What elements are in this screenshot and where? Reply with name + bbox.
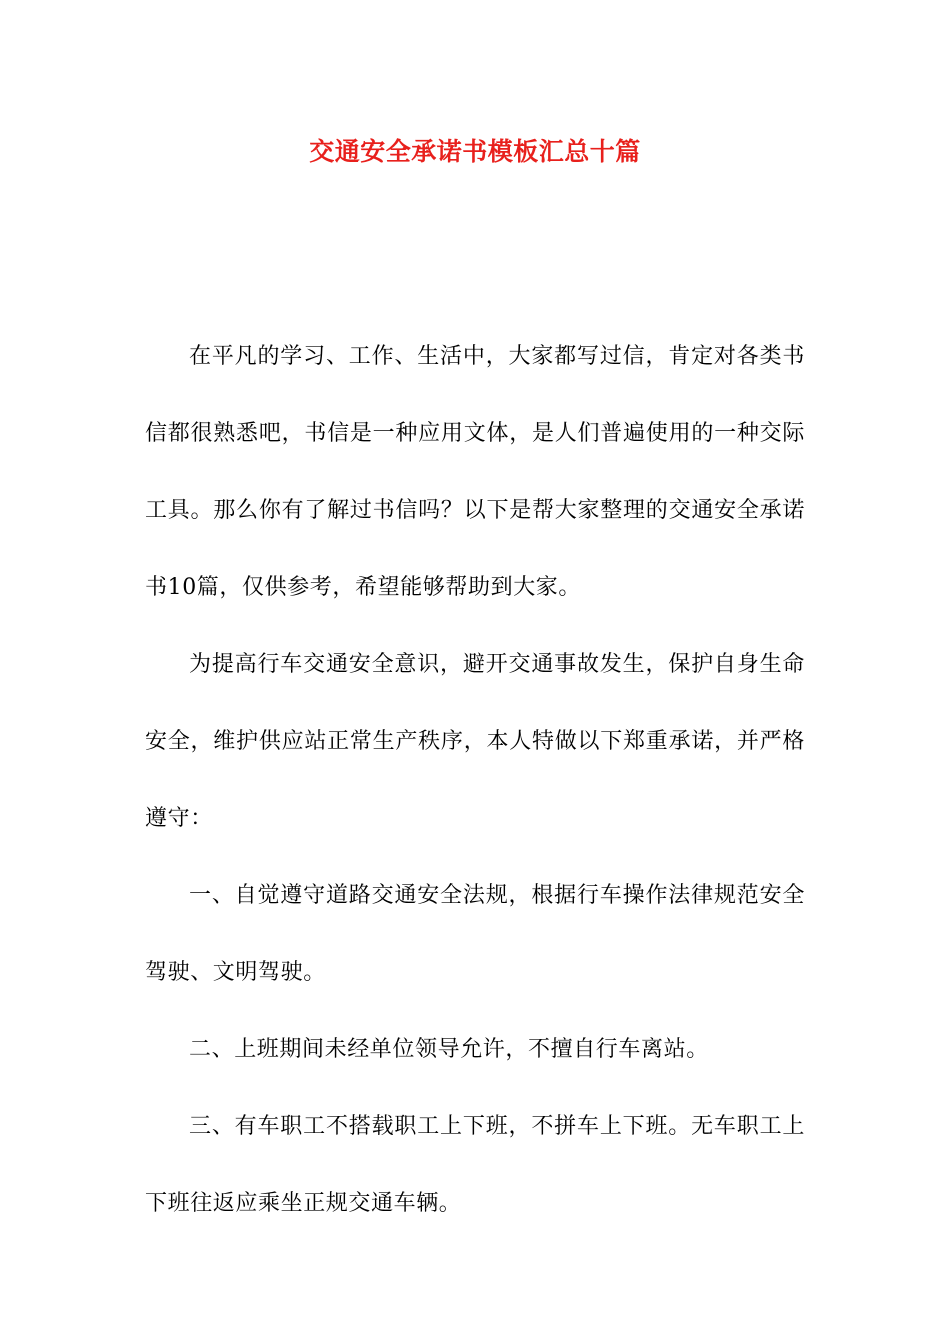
paragraph-pledge-preamble: 为提高行车交通安全意识，避开交通事故发生，保护自身生命安全，维护供应站正常生产秩序，本人特做以下郑重承诺，并严格遵守： <box>145 652 805 831</box>
paragraph-item-1: 一、自觉遵守道路交通安全法规，根据行车操作法律规范安全驾驶、文明驾驶。 <box>145 883 805 985</box>
document-title: 交通安全承诺书模板汇总十篇 <box>309 137 641 166</box>
document-body <box>145 318 805 1242</box>
paragraph-intro: 在平凡的学习、工作、生活中，大家都写过信，肯定对各类书信都很熟悉吧，书信是一种应用文体，是人们普遍使用的一种交际工具。那么你有了解过书信吗？以下是帮大家整理的交通安全承诺书10篇，仅供参考，希望能够帮助到大家。 <box>145 344 805 600</box>
paragraph-item-2: 二、上班期间未经单位领导允许，不擅自行车离站。 <box>189 1037 709 1062</box>
paragraph-item-3: 三、有车职工不搭载职工上下班，不拼车上下班。无车职工上下班往返应乘坐正规交通车辆。 <box>145 1114 805 1216</box>
